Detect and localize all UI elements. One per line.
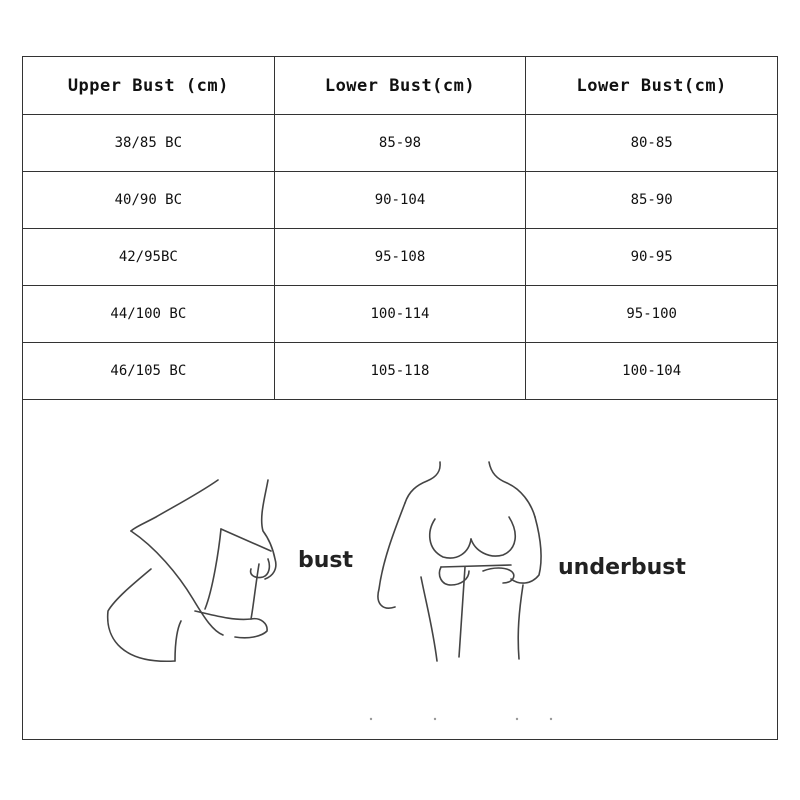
cell-lower-bust-1: 85-98 — [274, 115, 526, 172]
cell-upper-bust: 46/105 BC — [23, 343, 275, 400]
bust-label: bust — [298, 548, 354, 573]
table-row — [23, 172, 778, 229]
measurement-illustration — [23, 399, 777, 739]
cell-lower-bust-2: 90-95 — [526, 229, 778, 286]
cell-lower-bust-2: 80-85 — [526, 115, 778, 172]
table-header-row — [23, 57, 778, 115]
table-row — [23, 286, 778, 343]
cell-lower-bust-1: 95-108 — [274, 229, 526, 286]
table-row — [23, 343, 778, 400]
cell-lower-bust-2: 95-100 — [526, 286, 778, 343]
cell-upper-bust: 40/90 BC — [23, 172, 275, 229]
table-row — [23, 229, 778, 286]
size-table — [22, 56, 778, 400]
header-upper-bust: Upper Bust (cm) — [23, 57, 275, 115]
cell-lower-bust-1: 105-118 — [274, 343, 526, 400]
header-lower-bust-1: Lower Bust(cm) — [274, 57, 526, 115]
cell-lower-bust-2: 100-104 — [526, 343, 778, 400]
cell-upper-bust: 42/95BC — [23, 229, 275, 286]
cell-lower-bust-1: 100-114 — [274, 286, 526, 343]
header-lower-bust-2: Lower Bust(cm) — [526, 57, 778, 115]
cell-upper-bust: 38/85 BC — [23, 115, 275, 172]
cell-upper-bust: 44/100 BC — [23, 286, 275, 343]
table-row — [23, 115, 778, 172]
cell-lower-bust-2: 85-90 — [526, 172, 778, 229]
cell-lower-bust-1: 90-104 — [274, 172, 526, 229]
underbust-label: underbust — [558, 555, 686, 580]
